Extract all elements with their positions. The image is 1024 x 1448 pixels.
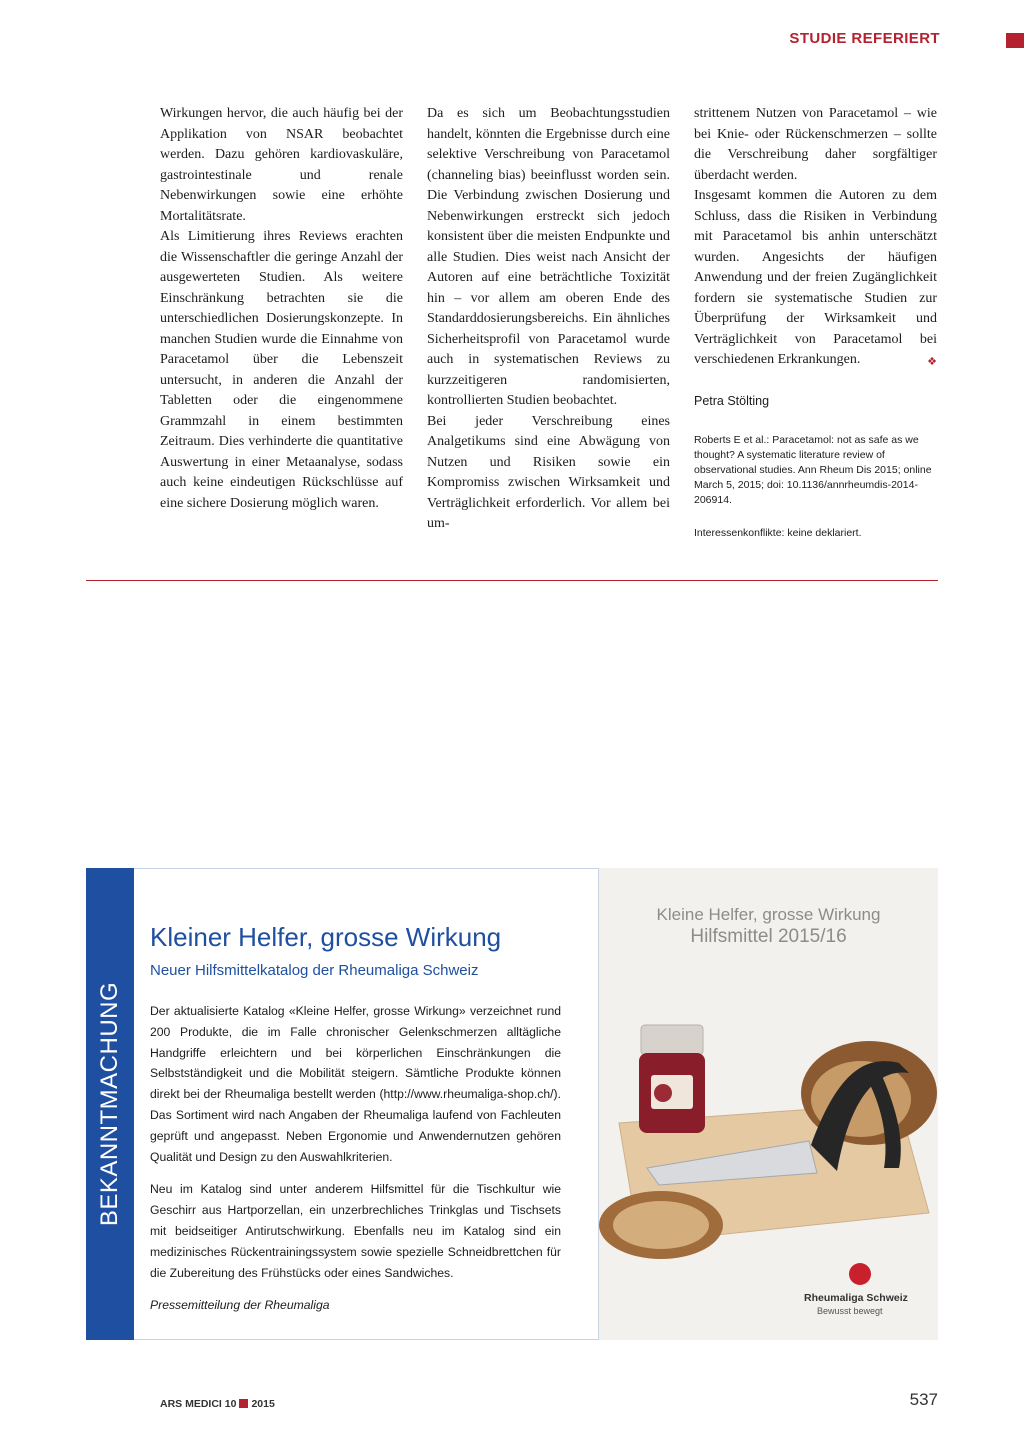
jam-jar-icon (639, 1025, 705, 1133)
article-column-3 (694, 104, 937, 541)
announcement-subtitle: Neuer Hilfsmittelkatalog der Rheumaliga Schweiz (150, 962, 479, 979)
section-marker (1006, 33, 1024, 48)
footer-separator (239, 1399, 248, 1408)
announcement-side-label: BEKANNTMACHUNG (96, 981, 123, 1227)
catalog-cover-image (598, 868, 938, 1340)
paragraph: strittenem Nutzen von Paracetamol – wie bei Knie- oder Rückenschmerzen – sollte die Verschreibung daher sorgfältiger überdacht werden. (694, 106, 937, 183)
reference: Roberts E et al.: Paracetamol: not as safe as we thought? A systematic literature review of observational studies. Ann Rheum Dis 2015; online March 5, 2015; doi: 10.1136/annrheumdis-2014-206914. (694, 434, 932, 506)
paragraph: Als Limitierung ihres Reviews erachten die Wissenschaftler die geringe Anzahl der ausgewerteten Studien. Als weitere Einschränkung betrachten sie die unterschiedlichen Dosierungskonzepte. In manchen Studien wurde die Einnahme von Paracetamol über die Lebenszeit untersucht, in anderen die Anzahl der Tabletten oder die eingenommene Grammzahl in einem bestimmten Zeitraum. Dies verhinderte die quantitative Auswertung in einer Metaanalyse, sodass auch keine eindeutigen Rückschlüsse auf eine sichere Dosierung möglich waren. (160, 229, 403, 511)
rheumaliga-logo-icon (849, 1263, 871, 1285)
announcement-sidebar (86, 868, 134, 1340)
bread-slice-icon (599, 1191, 723, 1259)
footer-journal (160, 1398, 275, 1410)
article-column-2 (427, 104, 670, 535)
announcement-title: Kleiner Helfer, grosse Wirkung (150, 922, 502, 952)
paragraph (694, 186, 937, 371)
press-note: Pressemitteilung der Rheumaliga (150, 1298, 330, 1313)
paragraph-text: Insgesamt kommen die Autoren zu dem Schluss, dass die Risiken in Verbindung mit Paracetamol bis anhin unterschätzt wurden. Angesichts der häufigen Anwendung und der freien Zugänglichkeit fordern sie systematische Studien zur Überprüfung der Wirksamkeit und Verträglichkeit von Paracetamol bei verschiedenen Erkrankungen. (694, 188, 937, 367)
section-label: STUDIE REFERIERT (789, 30, 940, 47)
paragraph: Der aktualisierte Katalog «Kleine Helfer, grosse Wirkung» verzeichnet rund 200 Produkte, die im Falle chronischer Gelenkschmerzen alltägliche Handgriffe erleichtern und bei körperlichen Einschränkungen die Selbstständigkeit und die Mobilität steigern. Sämtliche Produkte können direkt bei der Rheumaliga bestellt werden (http://www.rheumaliga-shop.ch/). Das Sortiment wird nach Angaben der Rheumaliga laufend von Fachleuten geprüft und angepasst. Neben Ergonomie und Anwendernutzen gehören Qualität und Design zu den Auswahlkriterien. (150, 1004, 561, 1164)
paragraph: Neu im Katalog sind unter anderem Hilfsmittel für die Tischkultur wie Geschirr aus Hartporzellan, ein unzerbrechliches Trinkglas und Tischsets mit beidseitiger Antirutschwirkung. Ebenfalls neu im Katalog sind ein medizinisches Rückentrainingssystem sowie spezielle Schneidbrettchen für die Zubereitung des Frühstücks oder eines Sandwiches. (150, 1182, 561, 1280)
journal-year: 2015 (251, 1398, 275, 1410)
catalog-logo-subtext: Bewusst bewegt (817, 1306, 883, 1316)
paragraph: Bei jeder Verschreibung eines Analgetikums sind eine Abwägung von Nutzen und Risiken sowie ein Kompromiss zwischen Wirksamkeit und Verträglichkeit erforderlich. Vor allem bei um- (427, 413, 670, 531)
section-divider (86, 580, 938, 581)
journal-name: ARS MEDICI 10 (160, 1398, 237, 1410)
end-mark-icon: ❖ (927, 356, 937, 368)
conflicts-statement: Interessenkonflikte: keine deklariert. (694, 527, 862, 539)
paragraph: Da es sich um Beobachtungsstudien handelt, könnten die Ergebnisse durch eine selektive Verschreibung von Paracetamol (channeling bias) beeinflusst worden sein. Die Verbindung zwischen Dosierung und Nebenwirkungen erstreckt sich jedoch konsistent über die meisten Endpunkte und alle Studien. Dies weist nach Ansicht der Autoren auf eine beträchtliche Toxizität hin – vor allem am oberen Ende des Standarddosierungsbereichs. Ein ähnliches Sicherheitsprofil von Paracetamol wurde auch in systematischen Reviews zu kurzzeitigeren randomisierten, kontrollierten Studien beobachtet. (427, 106, 670, 408)
page-number: 537 (909, 1390, 938, 1409)
breakfast-illustration (599, 963, 938, 1263)
catalog-title: Kleine Helfer, grosse Wirkung (656, 905, 881, 924)
author-name: Petra Stölting (694, 393, 770, 408)
catalog-subtitle: Hilfsmittel 2015/16 (690, 926, 847, 947)
article-column-1 (160, 104, 403, 514)
announcement-body (150, 1001, 561, 1328)
paragraph: Wirkungen hervor, die auch häufig bei der Applikation von NSAR beobachtet werden. Dazu gehören kardiovaskuläre, gastrointestinale und renale Nebenwirkungen sowie eine erhöhte Mortalitätsrate. (160, 106, 403, 224)
catalog-logo-text: Rheumaliga Schweiz (804, 1292, 908, 1304)
